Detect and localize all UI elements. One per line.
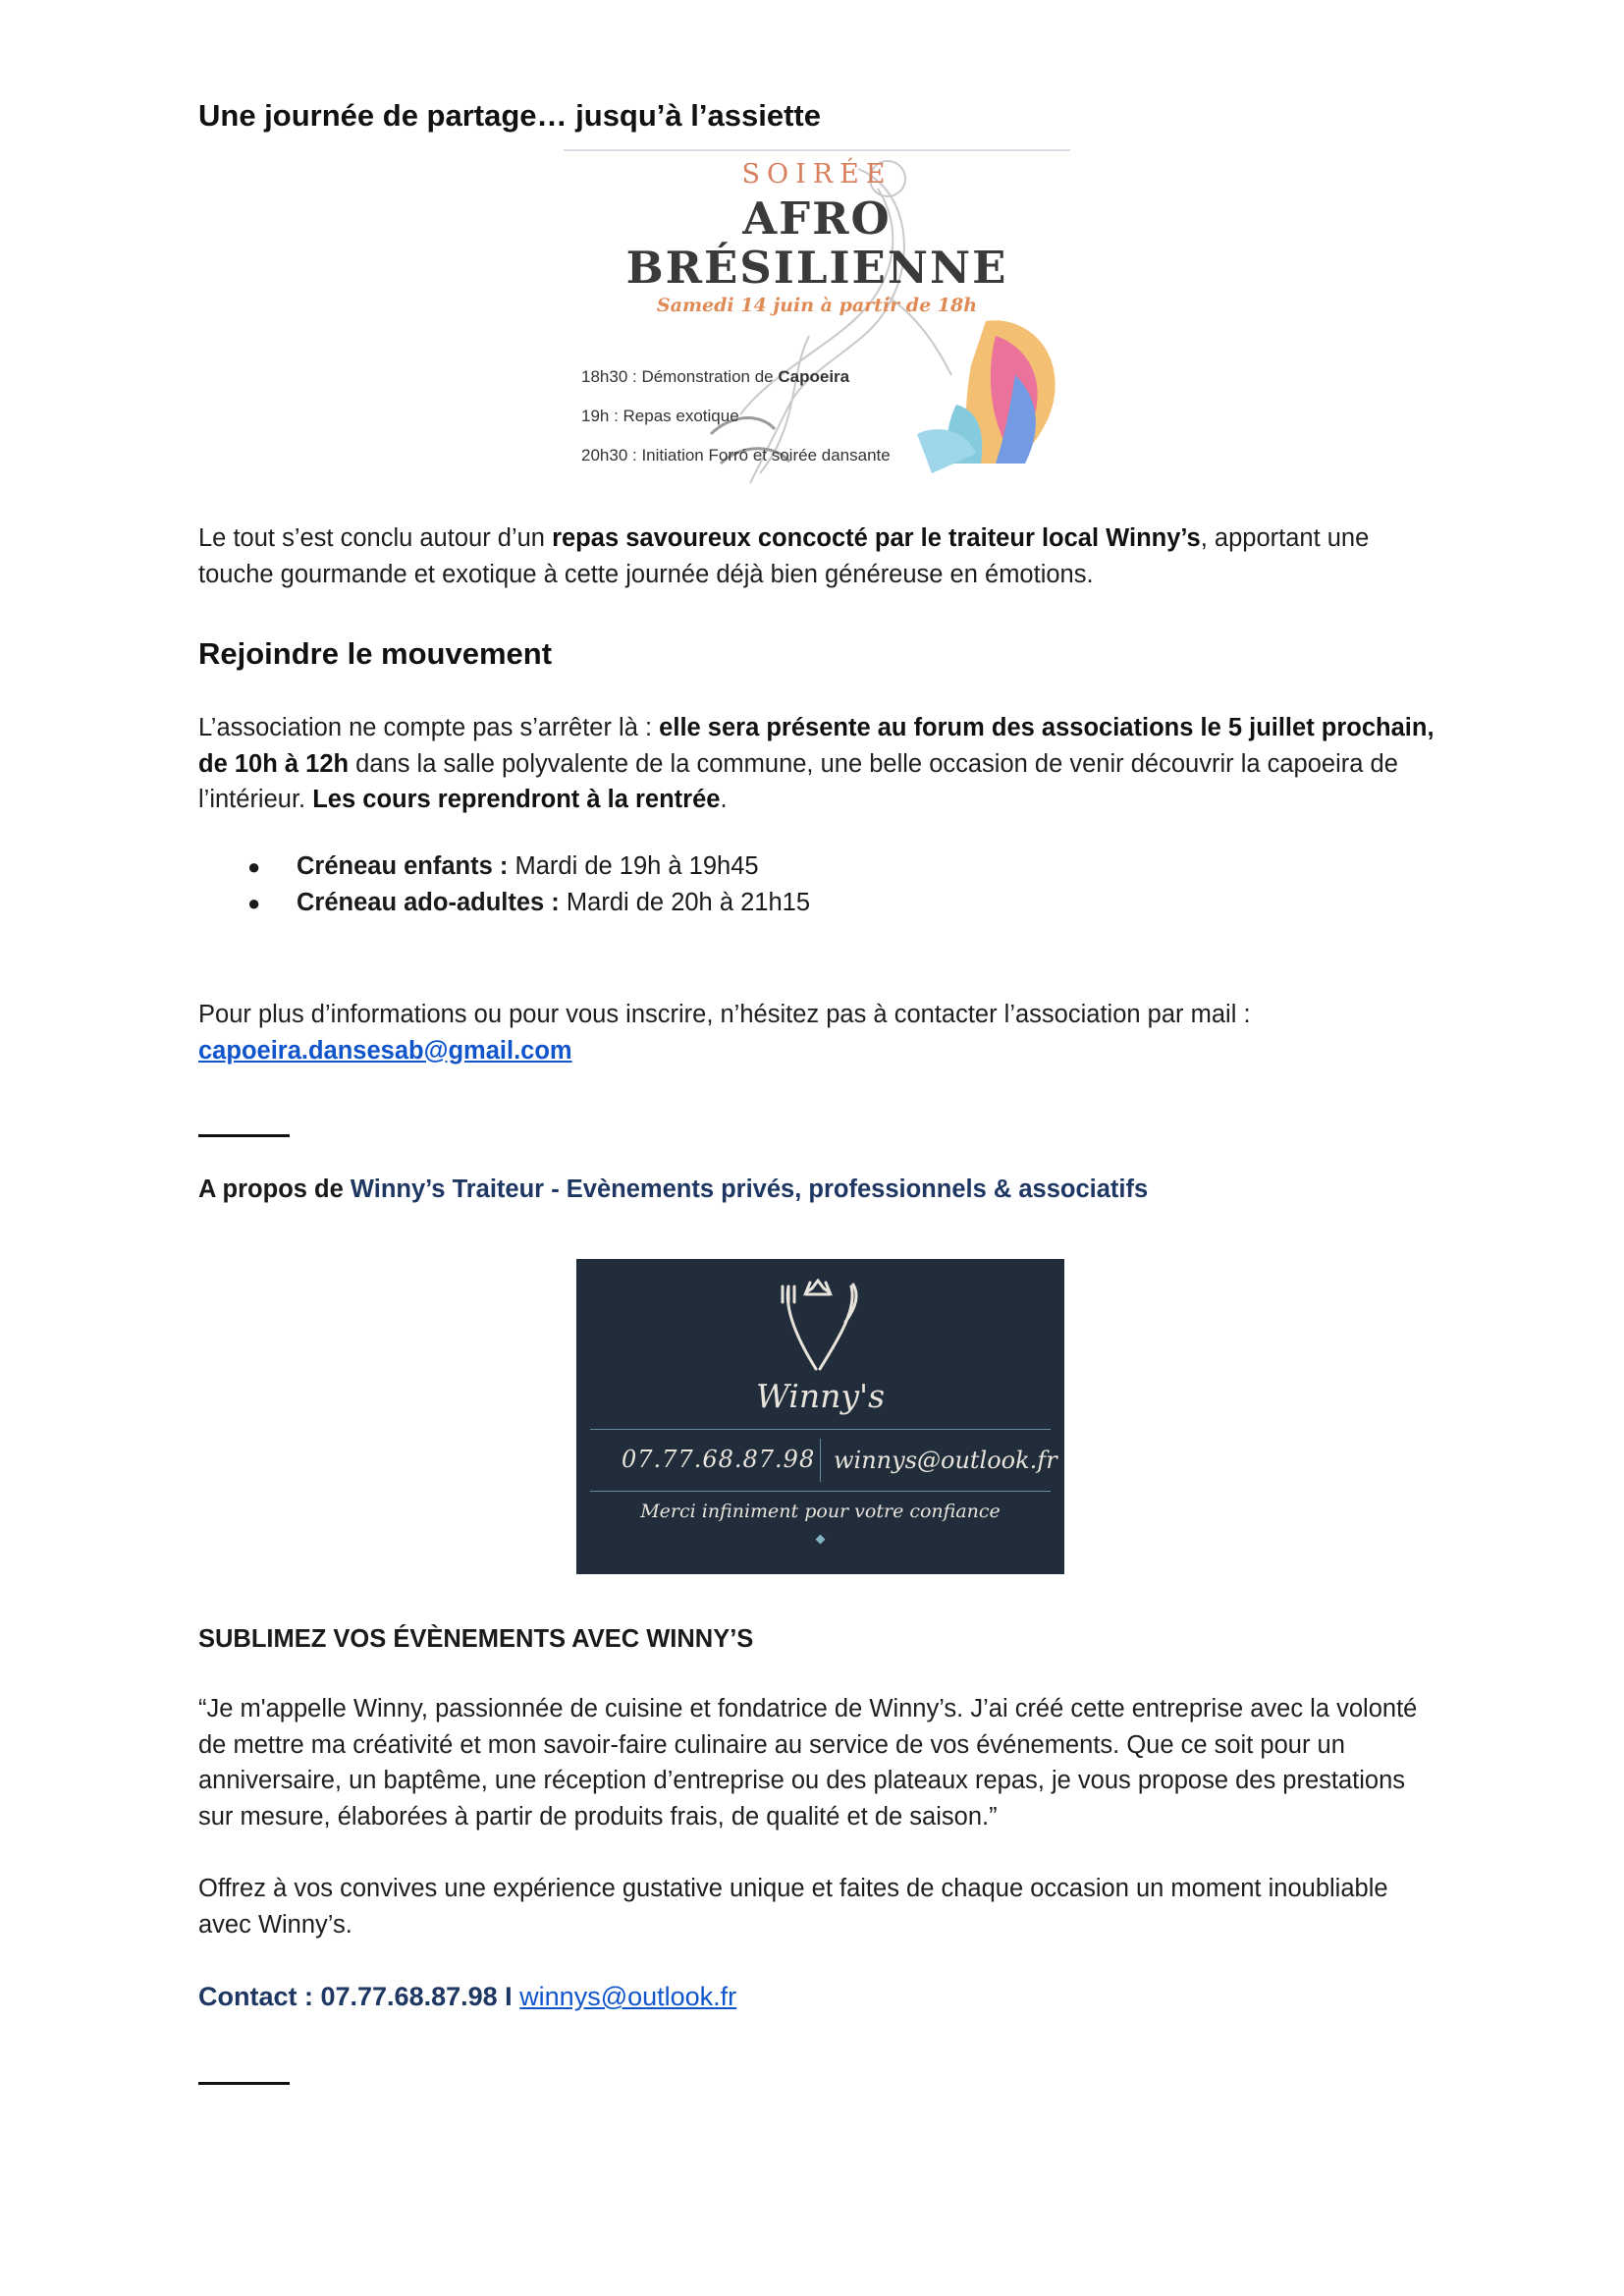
list-item-creneau-enfants: ● Créneau enfants : Mardi de 19h à 19h45 [247,852,759,880]
assoc-email-link[interactable]: capoeira.dansesab@gmail.com [198,1036,572,1065]
contact-line: Contact : 07.77.68.87.98 I winnys@outlook.fr [198,1982,737,2011]
paragraph-contact-association: Pour plus d’informations ou pour vous inscrire, n’hésitez pas à contacter l’association par mail : capoeira.dansesab@gmail.com [198,1001,1251,1065]
card-email: winnys@outlook.fr [834,1447,1057,1474]
card-brand-name: Winny's [755,1377,886,1415]
bullet-dot-icon: ● [247,891,261,915]
colorful-figure [917,320,1056,473]
flyer-program-line-2: 19h : Repas exotique [581,407,739,425]
card-vertical-divider [820,1439,821,1482]
flyer-date: Samedi 14 juin à partir de 18h [656,295,978,316]
paragraph-offrez: Offrez à vos convives une expérience gustative unique et faites de chaque occasion un moment inoubliable avec Winny’s. [198,1875,1388,1939]
paragraph-quote-winny: “Je m'appelle Winny, passionnée de cuisine et fondatrice de Winny’s. J’ai créé cette entreprise avec la volonté de mettre ma créativité et mon savoir-faire culinaire au service de vos événements. Que ce soit pour un anniversaire, un baptême, une réception d’entreprise ou des plateaux repas, je vous propose des prestations sur mesure, élaborées à partir de produits frais, de qualité et de saison.” [198,1695,1418,1831]
flyer-title-bresilienne: BRÉSILIENNE [625,242,1008,294]
separator-rule-bottom [198,2082,290,2085]
card-divider-top [590,1429,1051,1430]
section-heading-rejoindre: Rejoindre le mouvement [198,636,553,671]
flyer-program-line-1: 18h30 : Démonstration de Capoeira [581,367,850,386]
list-item-creneau-adultes: ● Créneau ado-adultes : Mardi de 20h à 21h15 [247,889,810,916]
flyer-program-line-3: 20h30 : Initiation Forró et soirée dansante [581,446,891,465]
card-divider-bottom [590,1491,1051,1492]
section-heading-partage: Une journée de partage… jusqu’à l’assiette [198,98,821,133]
card-tagline: Merci infiniment pour votre confiance [640,1501,1001,1522]
flyer-soiree-label: SOIRÉE [741,159,893,190]
winnys-email-link[interactable]: winnys@outlook.fr [519,1982,737,2011]
section-heading-sublimez: SUBLIMEZ VOS ÉVÈNEMENTS AVEC WINNY’S [198,1625,754,1653]
paragraph-repas: Le tout s’est conclu autour d’un repas savoureux concocté par le traiteur local Winny’s, apportant une touche gourmande et exotique à cette journée déjà bien généreuse en émotions. [198,524,1370,588]
soiree-flyer-image [564,149,1070,487]
about-winnys-heading: A propos de Winny’s Traiteur - Evènements privés, professionnels & associatifs [198,1175,1149,1203]
card-phone: 07.77.68.87.98 [622,1446,816,1473]
diamond-icon [816,1535,826,1545]
flyer-title-afro: AFRO [742,192,892,245]
bullet-dot-icon: ● [247,854,261,879]
winnys-logo-icon [771,1279,869,1377]
winnys-business-card [576,1259,1064,1574]
separator-rule [198,1134,290,1137]
paragraph-association: L’association ne compte pas s’arrêter là : elle sera présente au forum des associations le 5 juillet prochain, de 10h à 12h dans la salle polyvalente de la commune, une belle occasion de venir découvrir la capoeira de l’intérieur. Les cours reprendront à la rentrée. [198,714,1435,813]
